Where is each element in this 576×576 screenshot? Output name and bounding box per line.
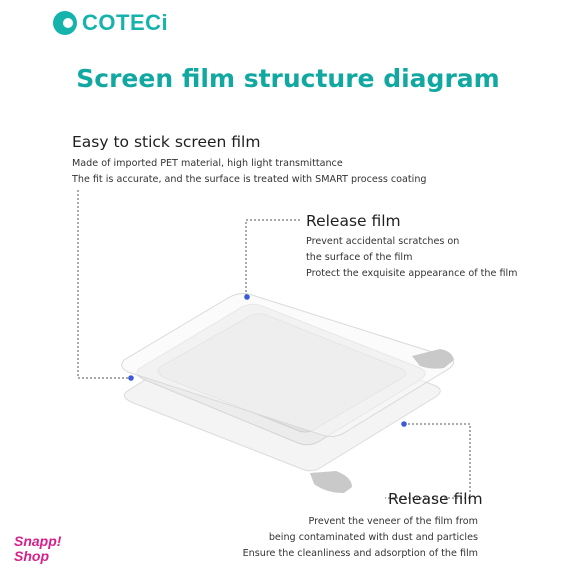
- page-title: Screen film structure diagram: [76, 64, 500, 93]
- watermark-line1: Snapp!: [14, 533, 62, 549]
- bottom-film-tab: [310, 471, 352, 493]
- screen-film-desc-line: Made of imported PET material, high light transmittance: [72, 158, 343, 169]
- pointer-dot-bottom-release: [401, 421, 407, 427]
- bottom-release-film-heading: Release film: [388, 490, 483, 508]
- top-release-film-desc-line: Protect the exquisite appearance of the film: [306, 268, 518, 279]
- top-release-film-heading: Release film: [306, 212, 401, 230]
- watermark-line2: Shop: [14, 548, 49, 564]
- snapp-shop-watermark: [14, 534, 61, 564]
- logo-text: COTECi: [82, 10, 169, 35]
- pointer-dot-top-release: [244, 294, 250, 300]
- screen-film-heading: Easy to stick screen film: [72, 133, 261, 151]
- screen-film-desc-line: The fit is accurate, and the surface is treated with SMART process coating: [72, 174, 427, 185]
- bottom-release-film-desc-line: being contaminated with dust and particles: [268, 532, 478, 543]
- leader-line-screen-film: [78, 190, 130, 378]
- top-release-film-desc-line: Prevent accidental scratches on: [306, 236, 460, 247]
- pointer-dot-screen-film: [128, 375, 134, 381]
- top-release-film-desc-line: the surface of the film: [306, 252, 413, 263]
- bottom-release-film-desc-line: Ensure the cleanliness and adsorption of the film: [242, 548, 478, 559]
- bottom-release-film-desc-line: Prevent the veneer of the film from: [308, 516, 478, 527]
- leader-line-bottom-release: [385, 424, 470, 498]
- leader-line-top-release: [246, 220, 300, 296]
